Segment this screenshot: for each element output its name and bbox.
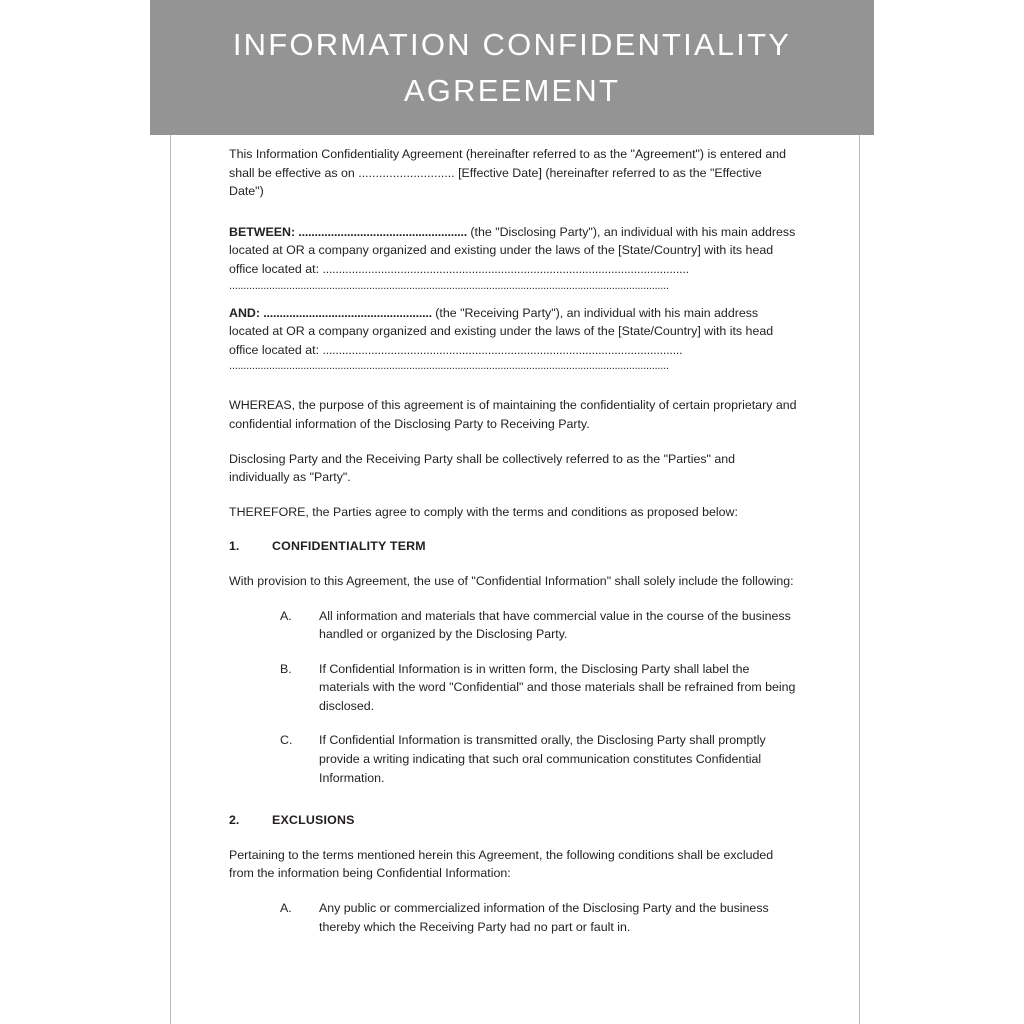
between-dots: .................................................... bbox=[295, 224, 467, 239]
and-paragraph bbox=[229, 304, 799, 375]
list-item-letter: B. bbox=[280, 661, 292, 676]
therefore-paragraph: THEREFORE, the Parties agree to comply with the terms and conditions as proposed below: bbox=[229, 504, 738, 519]
parties-paragraph: Disclosing Party and the Receiving Party shall be collectively referred to as the "Parties" and individually as "Party". bbox=[229, 451, 736, 485]
list-item-letter: A. bbox=[280, 901, 292, 916]
between-rule-2: .......................................................................................................................................................... bbox=[229, 279, 669, 292]
and-rule: ............................................................................................................... bbox=[322, 342, 683, 357]
list-item bbox=[229, 731, 799, 787]
intro-paragraph: This Information Confidentiality Agreement (hereinafter referred to as the "Agreement") is entered and shall be effective as on ............................ [Effective Date] (hereinafter referred to as the "Effective Date") bbox=[229, 147, 787, 199]
document-body bbox=[229, 145, 799, 952]
list-item-text: If Confidential Information is transmitted orally, the Disclosing Party shall promptly provide a writing indicating that such oral communication constitutes Confidential Information. bbox=[319, 733, 766, 785]
between-rule: ................................................................................................................. bbox=[322, 261, 689, 276]
and-text: (the "Receiving Party"), an individual with his main address located at OR a company organized and existing under the laws of the [State/Country] with its head office located at: bbox=[229, 305, 774, 357]
between-paragraph bbox=[229, 223, 799, 294]
between-label: BETWEEN: bbox=[229, 224, 296, 239]
and-label: AND: bbox=[229, 305, 260, 320]
list-item bbox=[229, 607, 799, 644]
section-number-2: 2. bbox=[229, 813, 240, 828]
list-item-letter: A. bbox=[280, 608, 292, 623]
list-item-text: All information and materials that have commercial value in the course of the business handled or organized by the Disclosing Party. bbox=[319, 608, 791, 642]
section-title-2: EXCLUSIONS bbox=[272, 813, 355, 828]
section-number-1: 1. bbox=[229, 539, 240, 554]
section-heading-1 bbox=[229, 537, 799, 556]
document-banner bbox=[150, 0, 874, 135]
and-rule-2: .......................................................................................................................................................... bbox=[229, 360, 669, 373]
between-text: (the "Disclosing Party"), an individual with his main address located at OR a company organized and existing under the laws of the [State/Country] with its head office located at: bbox=[229, 224, 796, 276]
list-item bbox=[229, 660, 799, 716]
page-title: INFORMATION CONFIDENTIALITY AGREEMENT bbox=[232, 26, 792, 108]
list-item-letter: C. bbox=[280, 733, 293, 748]
list-item-text: If Confidential Information is in written form, the Disclosing Party shall label the materials with the word "Confidential" and those materials shall be refrained from being disclosed. bbox=[319, 661, 796, 713]
section-heading-2 bbox=[229, 811, 799, 830]
section-1-lead: With provision to this Agreement, the use of "Confidential Information" shall solely include the following: bbox=[229, 573, 794, 588]
whereas-paragraph: WHEREAS, the purpose of this agreement is of maintaining the confidentiality of certain proprietary and confidential information of the Disclosing Party to Receiving Party. bbox=[229, 398, 797, 431]
section-2-lead: Pertaining to the terms mentioned herein this Agreement, the following conditions shall be excluded from the information being Confidential Information: bbox=[229, 847, 774, 881]
section-title-1: CONFIDENTIALITY TERM bbox=[272, 539, 426, 554]
list-item bbox=[229, 899, 799, 936]
and-dots: .................................................... bbox=[259, 305, 432, 320]
list-item-text: Any public or commercialized information of the Disclosing Party and the business thereby which the Receiving Party had no part or fault in. bbox=[319, 901, 769, 934]
